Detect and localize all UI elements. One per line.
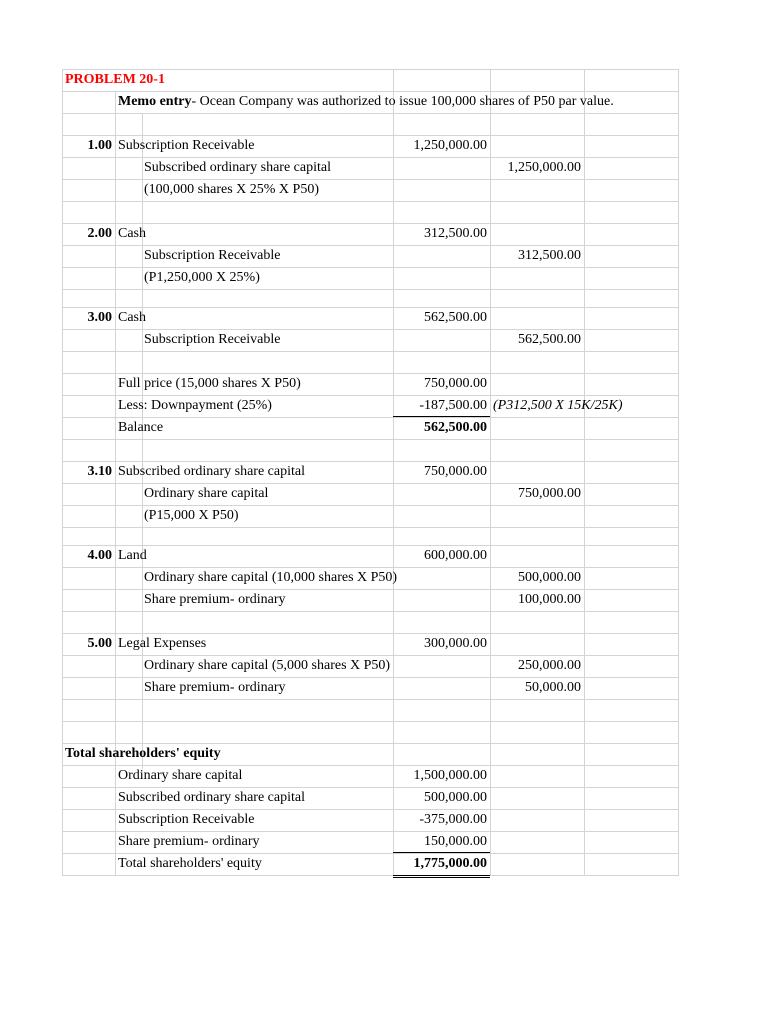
credit-amount: 562,500.00 [518, 332, 581, 347]
full-price-label: Full price (15,000 shares X P50) [118, 376, 301, 391]
entry-number: 4.00 [87, 548, 112, 563]
debit-account: Land [118, 548, 147, 563]
balance-label: Balance [118, 420, 164, 435]
credit-amount: 50,000.00 [525, 680, 581, 695]
equity-item-amount: 1,500,000.00 [413, 768, 487, 783]
downpayment-amount: -187,500.00 [393, 395, 490, 417]
credit-amount: 500,000.00 [518, 570, 581, 585]
equity-item-amount: -375,000.00 [419, 812, 487, 827]
equity-item-amount: 500,000.00 [424, 790, 487, 805]
equity-total-amount: 1,775,000.00 [393, 853, 490, 878]
full-price-amount: 750,000.00 [424, 376, 487, 391]
entry-number: 3.00 [87, 310, 112, 325]
debit-amount: 600,000.00 [424, 548, 487, 563]
entry-4-debit-row [62, 461, 679, 483]
credit-account: Ordinary share capital (10,000 shares X P50) [144, 570, 398, 585]
full-price-row [62, 373, 679, 395]
debit-amount: 750,000.00 [424, 464, 487, 479]
entry-6-credit-row [62, 655, 679, 677]
debit-amount: 312,500.00 [424, 226, 487, 241]
credit-account: Ordinary share capital [144, 486, 269, 501]
memo-text: - Ocean Company was authorized to issue 100,000 shares of P50 par value. [191, 94, 614, 109]
debit-account: Subscribed ordinary share capital [118, 464, 305, 479]
equity-item-label: Share premium- ordinary [118, 834, 260, 849]
equity-item-row [62, 809, 679, 831]
debit-account: Subscription Receivable [118, 138, 255, 153]
entry-note: (100,000 shares X 25% X P50) [144, 182, 319, 197]
entry-number: 2.00 [87, 226, 112, 241]
downpayment-row [62, 395, 679, 417]
entry-4-note-row [62, 505, 679, 527]
credit-amount: 1,250,000.00 [507, 160, 581, 175]
memo-entry [118, 91, 614, 113]
entry-6-debit-row [62, 633, 679, 655]
credit-amount: 312,500.00 [518, 248, 581, 263]
equity-item-label: Subscribed ordinary share capital [118, 790, 305, 805]
entry-5-debit-row [62, 545, 679, 567]
debit-account: Cash [118, 310, 146, 325]
problem-title: PROBLEM 20-1 [65, 72, 165, 87]
entry-note: (P15,000 X P50) [144, 508, 239, 523]
equity-heading-row [62, 743, 679, 765]
entry-5-credit-row-2 [62, 589, 679, 611]
credit-account: Subscribed ordinary share capital [144, 160, 331, 175]
entry-5-credit-row [62, 567, 679, 589]
entry-number: 3.10 [87, 464, 112, 479]
debit-account: Cash [118, 226, 146, 241]
credit-account: Subscription Receivable [144, 248, 281, 263]
equity-total-row [62, 853, 679, 875]
balance-amount: 562,500.00 [424, 420, 487, 435]
equity-total-label: Total shareholders' equity [118, 856, 262, 871]
entry-3-credit-row [62, 329, 679, 351]
equity-item-row [62, 787, 679, 809]
entry-2-credit-row [62, 245, 679, 267]
credit-account: Share premium- ordinary [144, 680, 286, 695]
balance-row [62, 417, 679, 439]
credit-account: Share premium- ordinary [144, 592, 286, 607]
credit-amount: 750,000.00 [518, 486, 581, 501]
title-row [62, 69, 679, 91]
entry-4-credit-row [62, 483, 679, 505]
debit-account: Legal Expenses [118, 636, 207, 651]
credit-amount: 100,000.00 [518, 592, 581, 607]
downpayment-label: Less: Downpayment (25%) [118, 398, 272, 413]
entry-6-credit-row-2 [62, 677, 679, 699]
entry-2-debit-row [62, 223, 679, 245]
debit-amount: 300,000.00 [424, 636, 487, 651]
entry-1-note-row [62, 179, 679, 201]
equity-heading: Total shareholders' equity [65, 746, 221, 761]
entry-number: 5.00 [87, 636, 112, 651]
credit-account: Ordinary share capital (5,000 shares X P50) [144, 658, 391, 673]
equity-item-label: Subscription Receivable [118, 812, 255, 827]
equity-item-label: Ordinary share capital [118, 768, 243, 783]
entry-1-credit-row [62, 157, 679, 179]
entry-2-note-row [62, 267, 679, 289]
memo-label: Memo entry [118, 94, 192, 109]
entry-3-debit-row [62, 307, 679, 329]
equity-item-amount: 150,000.00 [393, 831, 490, 853]
credit-account: Subscription Receivable [144, 332, 281, 347]
equity-item-row [62, 831, 679, 853]
downpayment-note: (P312,500 X 15K/25K) [493, 398, 623, 413]
debit-amount: 562,500.00 [424, 310, 487, 325]
memo-row [62, 91, 679, 113]
credit-amount: 250,000.00 [518, 658, 581, 673]
debit-amount: 1,250,000.00 [413, 138, 487, 153]
entry-note: (P1,250,000 X 25%) [144, 270, 260, 285]
entry-number: 1.00 [87, 138, 112, 153]
equity-item-row [62, 765, 679, 787]
entry-1-debit-row [62, 135, 679, 157]
